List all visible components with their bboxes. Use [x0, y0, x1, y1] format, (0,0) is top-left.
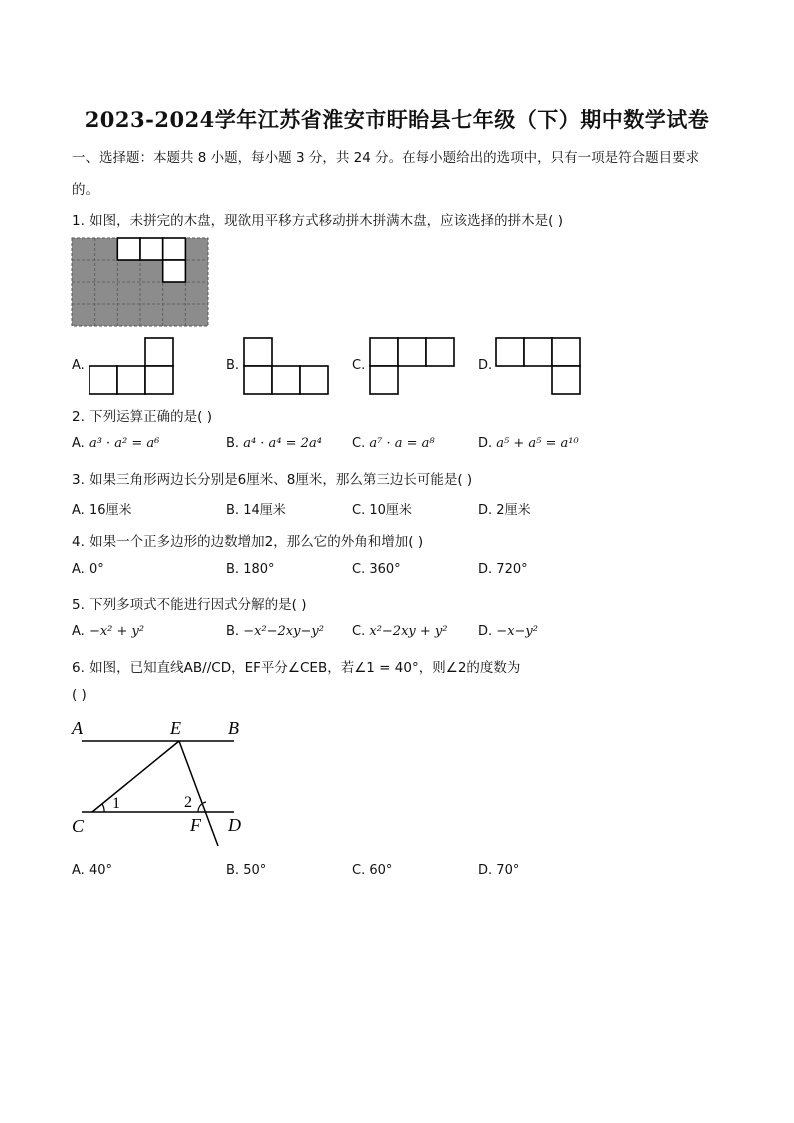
q5-option-a — [72, 624, 144, 639]
q6-option-d-label: D. — [478, 863, 493, 878]
q4-option-b-text: 180° — [243, 562, 275, 577]
q5-option-d — [478, 624, 538, 639]
q4-stem: 4. 如果一个正多边形的边数增加2，那么它的外角和增加( ) — [72, 534, 424, 550]
section-header-line1: 一、选择题：本题共 8 小题，每小题 3 分，共 24 分。在每小题给出的选项中，只有一项是符合题目要求 — [72, 150, 700, 166]
q6-option-a-text: 40° — [88, 863, 112, 878]
q5-option-c-expr: x²−2xy + y² — [369, 624, 448, 639]
q6-option-a — [72, 863, 112, 878]
section-header-line2: 的。 — [72, 182, 99, 198]
q1-option-a-shape — [89, 337, 177, 397]
label-a: A — [72, 718, 83, 738]
q2-option-d — [478, 436, 579, 451]
q6-option-d-text: 70° — [496, 863, 520, 878]
segment-ce — [92, 741, 179, 812]
q1-stem: 1. 如图，未拼完的木盘，现欲用平移方式移动拼木拼满木盘，应该选择的拼木是( ) — [72, 213, 563, 229]
q2-option-a — [72, 436, 159, 451]
q2-option-d-label: D. — [478, 436, 493, 451]
q1-option-d-label: D. — [478, 358, 493, 373]
q2-option-a-expr: a³ · a² = a⁶ — [88, 436, 160, 451]
q6-option-a-label: A. — [72, 863, 85, 878]
q5-option-d-label: D. — [478, 624, 493, 639]
q4-option-d — [478, 562, 528, 577]
q4-option-a-label: A. — [72, 562, 85, 577]
q6-option-c-label: C. — [352, 863, 366, 878]
q6-stem-bracket: ( ) — [72, 687, 87, 703]
q1-option-a-label: A. — [72, 358, 85, 373]
q4-option-a-text: 0° — [88, 562, 104, 577]
q3-option-c-label: C. — [352, 503, 366, 518]
q4-option-d-text: 720° — [496, 562, 528, 577]
q1-option-b-shape — [243, 337, 333, 397]
q6-option-b — [226, 863, 266, 878]
q4-option-c — [352, 562, 401, 577]
q1-option-c-label: C. — [352, 358, 366, 373]
q2-option-b-label: B. — [226, 436, 240, 451]
q6-option-b-text: 50° — [243, 863, 267, 878]
label-b: B — [228, 718, 239, 738]
q3-option-d-label: D. — [478, 503, 493, 518]
q2-stem: 2. 下列运算正确的是( ) — [72, 409, 212, 425]
q5-option-a-expr: −x² + y² — [88, 624, 145, 639]
label-f: F — [190, 815, 201, 835]
q3-option-a-text: 16厘米 — [88, 503, 132, 518]
q1-option-d-shape — [495, 337, 585, 397]
q2-option-c — [352, 436, 435, 451]
q4-option-a — [72, 562, 104, 577]
q3-option-c-text: 10厘米 — [369, 503, 412, 518]
q6-option-b-label: B. — [226, 863, 240, 878]
q2-option-c-label: C. — [352, 436, 366, 451]
q5-option-b-label: B. — [226, 624, 240, 639]
q5-option-b — [226, 624, 324, 639]
q3-option-b — [226, 499, 286, 518]
q2-option-a-label: A. — [72, 436, 85, 451]
q5-option-b-expr: −x²−2xy−y² — [243, 624, 324, 639]
q6-option-d — [478, 863, 519, 878]
q4-option-b — [226, 562, 275, 577]
q2-option-c-expr: a⁷ · a = a⁸ — [369, 436, 435, 451]
q4-option-d-label: D. — [478, 562, 493, 577]
label-e: E — [170, 718, 181, 738]
q3-option-b-text: 14厘米 — [243, 503, 286, 518]
label-d: D — [228, 815, 241, 835]
q4-option-b-label: B. — [226, 562, 240, 577]
q3-option-a-label: A. — [72, 503, 85, 518]
q5-option-c — [352, 624, 447, 639]
page-title: 2023-2024学年江苏省淮安市盱眙县七年级（下）期中数学试卷 — [84, 107, 710, 132]
q6-geometry-figure — [66, 714, 266, 854]
q4-option-c-label: C. — [352, 562, 366, 577]
label-angle-1: 1 — [112, 795, 120, 812]
q3-option-b-label: B. — [226, 503, 240, 518]
q2-option-b — [226, 436, 322, 451]
label-angle-2: 2 — [184, 794, 192, 811]
q1-option-b-label: B. — [226, 358, 240, 373]
q3-option-d — [478, 499, 531, 518]
q2-option-d-expr: a⁵ + a⁵ = a¹⁰ — [496, 436, 579, 451]
q6-stem: 6. 如图，已知直线AB//CD，EF平分∠CEB，若∠1 = 40°，则∠2的度数为 — [72, 660, 521, 676]
q5-stem: 5. 下列多项式不能进行因式分解的是( ) — [72, 597, 307, 613]
q3-option-d-text: 2厘米 — [496, 503, 531, 518]
q5-option-a-label: A. — [72, 624, 85, 639]
q6-option-c — [352, 863, 392, 878]
q1-option-c-shape — [369, 337, 459, 397]
q6-option-c-text: 60° — [369, 863, 393, 878]
q3-option-c — [352, 499, 412, 518]
q5-option-c-label: C. — [352, 624, 366, 639]
q1-board-figure — [71, 237, 211, 329]
q2-option-b-expr: a⁴ · a⁴ = 2a⁴ — [243, 436, 322, 451]
angle-1-arc — [102, 804, 104, 812]
q3-stem: 3. 如果三角形两边长分别是6厘米、8厘米，那么第三边长可能是( ) — [72, 472, 473, 488]
q5-option-d-expr: −x−y² — [496, 624, 538, 639]
label-c: C — [72, 816, 85, 836]
q4-option-c-text: 360° — [369, 562, 401, 577]
q3-option-a — [72, 499, 131, 518]
